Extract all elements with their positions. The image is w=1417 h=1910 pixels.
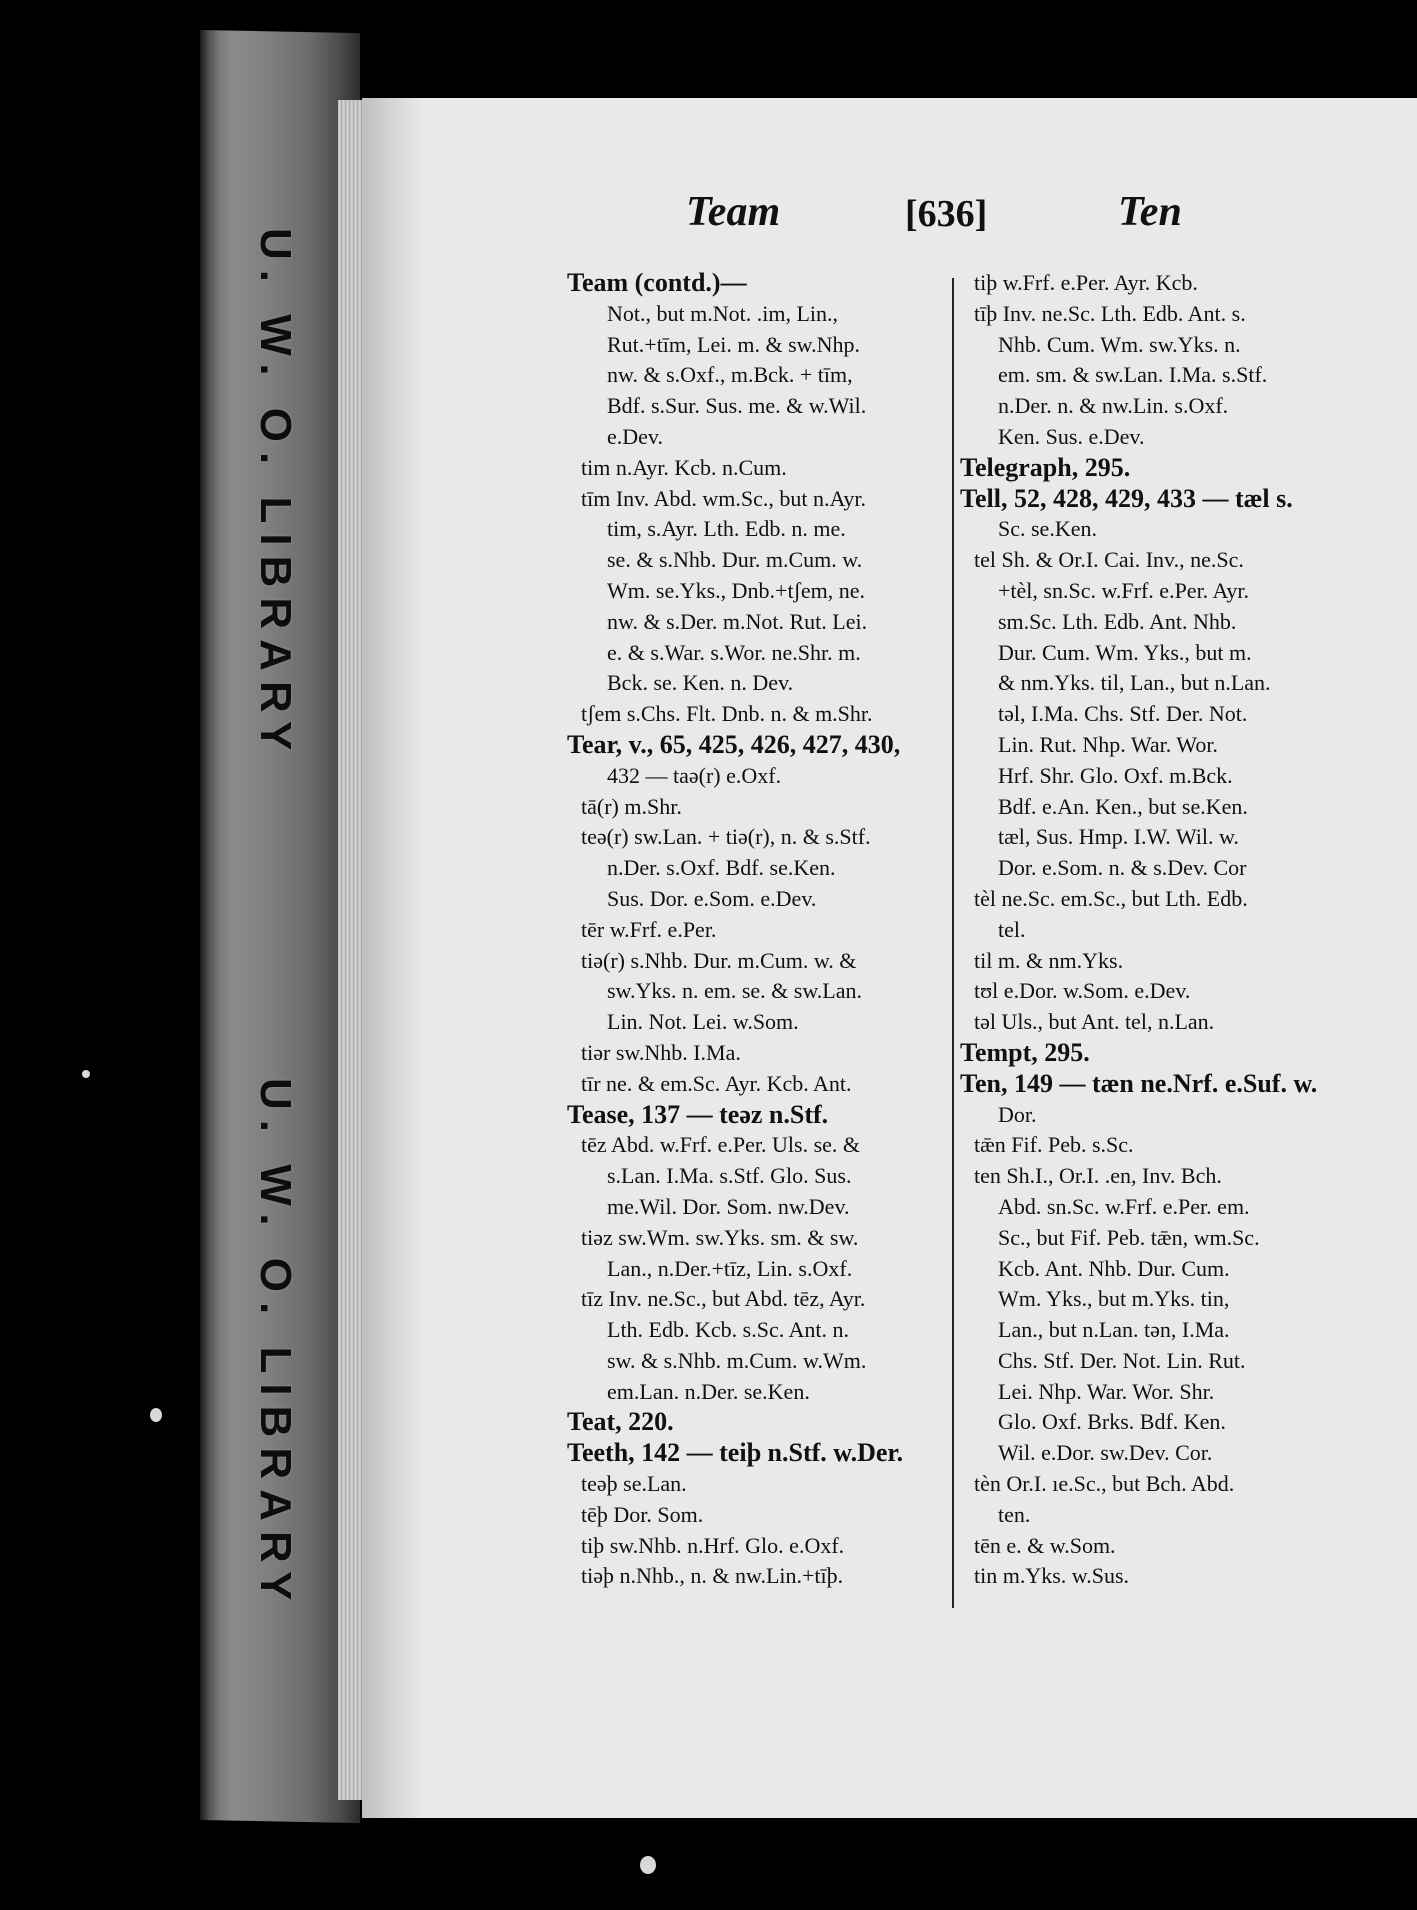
entry-line: sw. & s.Nhb. m.Cum. w.Wm.: [607, 1347, 867, 1373]
entry-line: Ken. Sus. e.Dev.: [998, 423, 1145, 449]
entry-line: tʊl e.Dor. w.Som. e.Dev.: [974, 978, 1191, 1004]
entry-line: təl, I.Ma. Chs. Stf. Der. Not.: [998, 701, 1248, 727]
page-number: [636]: [905, 193, 988, 235]
entry-line: Bdf. s.Sur. Sus. me. & w.Wil.: [607, 393, 867, 419]
entry-line: Dor.: [998, 1101, 1037, 1127]
scan-speck: [82, 1070, 90, 1078]
entry-line: Glo. Oxf. Brks. Bdf. Ken.: [998, 1409, 1226, 1435]
entry-line: tim n.Ayr. Kcb. n.Cum.: [581, 454, 787, 480]
entry-line: tèn Or.I. ıe.Sc., but Bch. Abd.: [974, 1471, 1235, 1497]
entry-line: Hrf. Shr. Glo. Oxf. m.Bck.: [998, 762, 1233, 788]
entry-line: Wm. se.Yks., Dnb.+tʃem, ne.: [607, 577, 866, 603]
entry-line: Lth. Edb. Kcb. s.Sc. Ant. n.: [607, 1317, 849, 1343]
entry-line: Lan., but n.Lan. tən, I.Ma.: [998, 1317, 1230, 1343]
entry-line: me.Wil. Dor. Som. nw.Dev.: [607, 1193, 850, 1219]
entry-line: tēr w.Frf. e.Per.: [581, 916, 717, 942]
right-column: [960, 268, 1335, 1592]
entry-line: tæl, Sus. Hmp. I.W. Wil. w.: [998, 824, 1239, 850]
scan-speck: [150, 1408, 162, 1422]
entry-line: Bck. se. Ken. n. Dev.: [607, 670, 794, 696]
entry-line: Bdf. e.An. Ken., but se.Ken.: [998, 793, 1248, 819]
entry-line: s.Lan. I.Ma. s.Stf. Glo. Sus.: [607, 1163, 852, 1189]
entry-line: em. sm. & sw.Lan. I.Ma. s.Stf.: [998, 362, 1268, 388]
spine-label-upper: U. W. O. LIBRARY: [251, 228, 300, 761]
entry-line: Sus. Dor. e.Som. e.Dev.: [607, 885, 817, 911]
entry-line: tā(r) m.Shr.: [581, 793, 682, 819]
entry-headword-line: Tell, 52, 428, 429, 433 — tæl s.: [960, 483, 1293, 513]
entry-line: til m. & nm.Yks.: [974, 947, 1124, 973]
entry-line: ten.: [998, 1501, 1031, 1527]
entry-line: n.Der. n. & nw.Lin. s.Oxf.: [998, 393, 1229, 419]
entry-line: & nm.Yks. til, Lan., but n.Lan.: [998, 670, 1271, 696]
entry-line: e. & s.War. s.Wor. ne.Shr. m.: [607, 639, 861, 665]
entry-line: sm.Sc. Lth. Edb. Ant. Nhb.: [998, 608, 1237, 634]
entry-line: tel.: [998, 916, 1026, 942]
entry-line: təl Uls., but Ant. tel, n.Lan.: [974, 1009, 1215, 1035]
entry-headword-line: Tempt, 295.: [960, 1037, 1090, 1067]
entry-line: teə(r) sw.Lan. + tiə(r), n. & s.Stf.: [581, 824, 871, 850]
page-gutter-shadow: [362, 98, 422, 1818]
entry-line: tiər sw.Nhb. I.Ma.: [581, 1039, 741, 1065]
entry-line: tīr ne. & em.Sc. Ayr. Kcb. Ant.: [581, 1070, 852, 1096]
entry-line: Wm. Yks., but m.Yks. tin,: [998, 1286, 1230, 1312]
entry-line: Nhb. Cum. Wm. sw.Yks. n.: [998, 331, 1241, 357]
entry-line: teəþ se.Lan.: [581, 1471, 687, 1497]
entry-line: tiþ sw.Nhb. n.Hrf. Glo. e.Oxf.: [581, 1532, 845, 1558]
entry-line: tīm Inv. Abd. wm.Sc., but n.Ayr.: [581, 485, 867, 511]
entry-line: tʃem s.Chs. Flt. Dnb. n. & m.Shr.: [581, 701, 873, 727]
entry-headword-line: Teeth, 142 — teiþ n.Stf. w.Der.: [567, 1438, 904, 1468]
scan-speck: [640, 1856, 656, 1874]
entry-line: ten Sh.I., Or.I. .en, Inv. Bch.: [974, 1163, 1222, 1189]
column-divider: [952, 278, 954, 1608]
entry-headword-line: Tear, v., 65, 425, 426, 427, 430,: [567, 729, 901, 759]
spine-label-lower: U. W. O. LIBRARY: [251, 1078, 300, 1611]
entry-line: tiəz sw.Wm. sw.Yks. sm. & sw.: [581, 1224, 859, 1250]
entry-line: Lei. Nhp. War. Wor. Shr.: [998, 1378, 1215, 1404]
entry-line: Kcb. Ant. Nhb. Dur. Cum.: [998, 1255, 1230, 1281]
entry-headword-line: Telegraph, 295.: [960, 452, 1131, 482]
entry-line: nw. & s.Der. m.Not. Rut. Lei.: [607, 608, 868, 634]
entry-line: n.Der. s.Oxf. Bdf. se.Ken.: [607, 855, 836, 881]
entry-line: Lan., n.Der.+tīz, Lin. s.Oxf.: [607, 1255, 853, 1281]
entry-line: tiþ w.Frf. e.Per. Ayr. Kcb.: [974, 270, 1198, 295]
entry-line: sw.Yks. n. em. se. & sw.Lan.: [607, 978, 863, 1004]
entry-headword-line: Ten, 149 — tæn ne.Nrf. e.Suf. w.: [960, 1068, 1318, 1098]
entry-line: tin m.Yks. w.Sus.: [974, 1563, 1130, 1589]
entry-line: em.Lan. n.Der. se.Ken.: [607, 1378, 810, 1404]
entry-line: Sc. se.Ken.: [998, 516, 1097, 542]
header-last-word: Ten: [1118, 189, 1182, 235]
entry-line: +tèl, sn.Sc. w.Frf. e.Per. Ayr.: [998, 577, 1249, 603]
entry-line: Sc., but Fif. Peb. tǣn, wm.Sc.: [998, 1224, 1260, 1250]
entry-line: 432 — taə(r) e.Oxf.: [607, 762, 782, 788]
entry-line: nw. & s.Oxf., m.Bck. + tīm,: [607, 362, 853, 388]
entry-line: tēz Abd. w.Frf. e.Per. Uls. se. &: [581, 1132, 861, 1158]
entry-line: Not., but m.Not. .im, Lin.,: [607, 300, 838, 326]
header-first-word: Team: [686, 189, 781, 235]
entry-headword-line: Team (contd.)—: [567, 268, 747, 297]
entry-headword-line: Teat, 220.: [567, 1407, 674, 1437]
entry-line: tēn e. & w.Som.: [974, 1532, 1116, 1558]
entry-line: Abd. sn.Sc. w.Frf. e.Per. em.: [998, 1193, 1250, 1219]
entry-headword-line: Tease, 137 — teəz n.Stf.: [567, 1099, 829, 1129]
entry-line: Rut.+tīm, Lei. m. & sw.Nhp.: [607, 331, 860, 357]
entry-line: Lin. Not. Lei. w.Som.: [607, 1009, 799, 1035]
entry-line: Wil. e.Dor. sw.Dev. Cor.: [998, 1440, 1213, 1466]
entry-line: tiə(r) s.Nhb. Dur. m.Cum. w. &: [581, 947, 857, 973]
entry-line: Dor. e.Som. n. & s.Dev. Cor: [998, 855, 1247, 881]
entry-line: tim, s.Ayr. Lth. Edb. n. me.: [607, 516, 846, 542]
entry-line: e.Dev.: [607, 423, 663, 449]
entry-line: tèl ne.Sc. em.Sc., but Lth. Edb.: [974, 885, 1248, 911]
entry-line: tel Sh. & Or.I. Cai. Inv., ne.Sc.: [974, 547, 1244, 573]
entry-line: tīz Inv. ne.Sc., but Abd. tēz, Ayr.: [581, 1286, 866, 1312]
entry-line: se. & s.Nhb. Dur. m.Cum. w.: [607, 547, 863, 573]
entry-line: tīþ Inv. ne.Sc. Lth. Edb. Ant. s.: [974, 300, 1246, 326]
entry-line: tēþ Dor. Som.: [581, 1501, 704, 1527]
entry-line: tǣn Fif. Peb. s.Sc.: [974, 1132, 1134, 1158]
entry-line: Dur. Cum. Wm. Yks., but m.: [998, 639, 1252, 665]
entry-line: Chs. Stf. Der. Not. Lin. Rut.: [998, 1347, 1246, 1373]
left-column: [567, 268, 945, 1592]
entry-line: Lin. Rut. Nhp. War. Wor.: [998, 731, 1218, 757]
entry-line: tiəþ n.Nhb., n. & nw.Lin.+tīþ.: [581, 1563, 844, 1589]
